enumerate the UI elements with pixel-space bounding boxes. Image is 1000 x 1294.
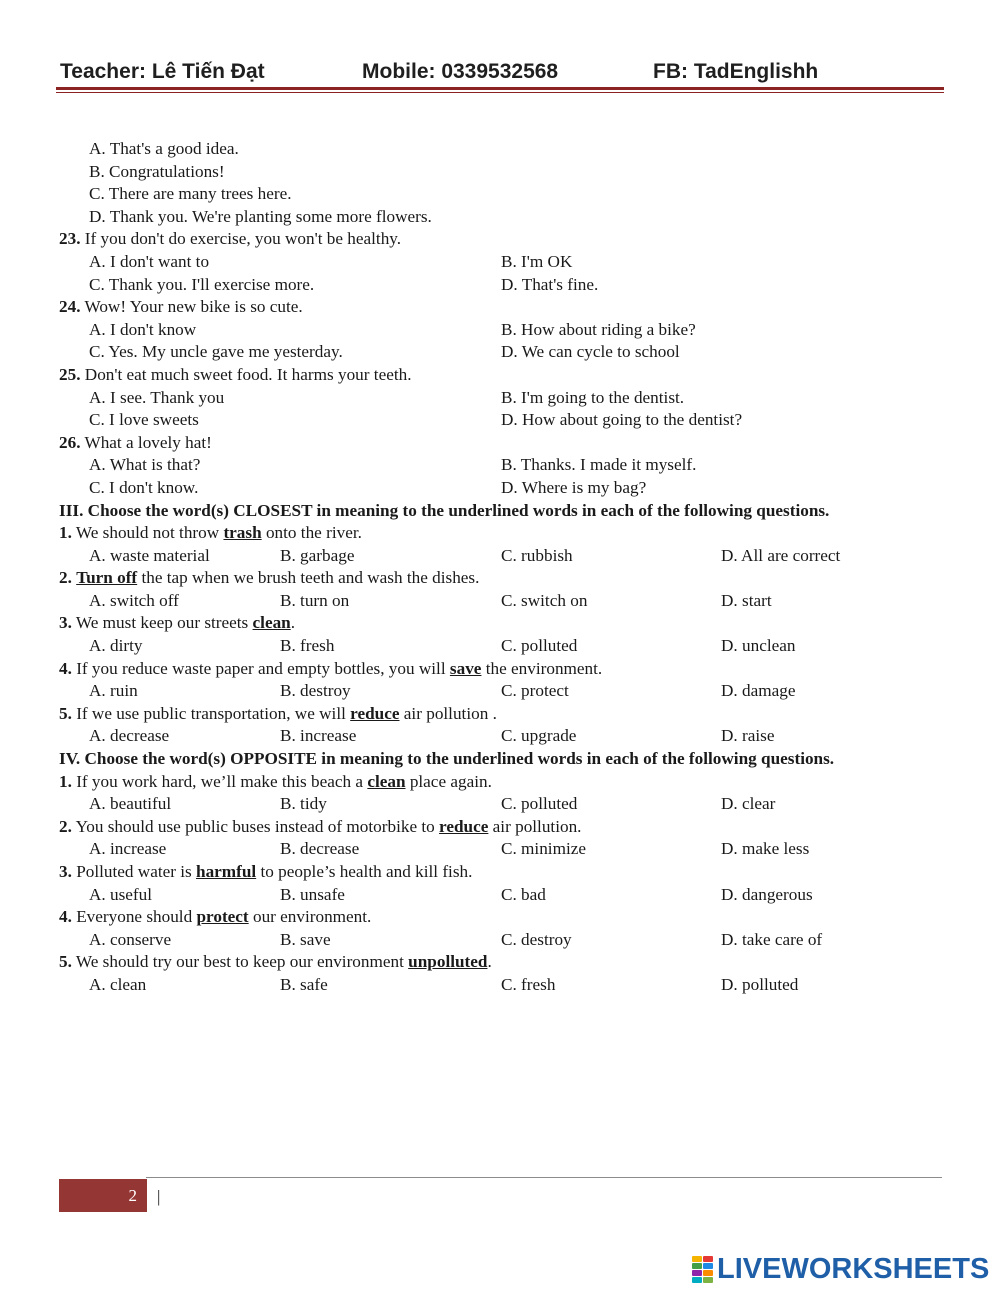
question-row bbox=[59, 906, 959, 929]
option-row bbox=[59, 590, 959, 613]
section-heading bbox=[59, 500, 959, 523]
question-text: If you don't do exercise, you won't be healthy. bbox=[84, 229, 402, 249]
option-d[interactable]: D. All are correct bbox=[721, 545, 841, 565]
question-number: 23. bbox=[59, 229, 81, 249]
question-text-before: We should not throw bbox=[75, 523, 224, 543]
question-text-after: . bbox=[290, 613, 296, 633]
option-c[interactable]: C. bad bbox=[501, 884, 546, 904]
question-row bbox=[59, 951, 959, 974]
underlined-keyword: clean bbox=[367, 771, 406, 791]
option-row bbox=[59, 274, 959, 297]
question-row bbox=[59, 432, 959, 455]
option-c[interactable]: C. polluted bbox=[501, 794, 578, 814]
option-d[interactable]: D. polluted bbox=[721, 974, 799, 994]
option-row bbox=[59, 138, 959, 161]
option-b[interactable]: B. fresh bbox=[280, 636, 335, 656]
page-separator: | bbox=[157, 1187, 161, 1206]
option-d[interactable]: D. Thank you. We're planting some more flowers. bbox=[89, 206, 432, 226]
option-row bbox=[59, 545, 959, 568]
liveworksheets-logo[interactable] bbox=[692, 1252, 989, 1286]
option-b[interactable]: B. decrease bbox=[280, 839, 360, 859]
question-row bbox=[59, 522, 959, 545]
question-number: 2. bbox=[59, 568, 72, 588]
question-text-before: Polluted water is bbox=[76, 862, 197, 881]
question-text-before: We must keep our streets bbox=[75, 613, 253, 633]
header-facebook: FB: TadEnglishh bbox=[653, 60, 819, 83]
option-row bbox=[59, 929, 959, 952]
option-c[interactable]: C. switch on bbox=[501, 590, 588, 610]
option-row bbox=[59, 635, 959, 658]
question-number: 2. bbox=[59, 816, 72, 836]
question-number: 26. bbox=[59, 432, 81, 452]
question-text-after: air pollution . bbox=[399, 703, 497, 723]
option-b[interactable]: B. Congratulations! bbox=[89, 161, 225, 181]
option-d[interactable]: D. make less bbox=[721, 839, 810, 859]
option-a[interactable]: A. useful bbox=[89, 884, 153, 904]
section-heading bbox=[59, 748, 959, 771]
option-row bbox=[59, 974, 959, 997]
option-b[interactable]: B. increase bbox=[280, 726, 357, 746]
option-c[interactable]: C. upgrade bbox=[501, 726, 577, 746]
option-c[interactable]: C. polluted bbox=[501, 636, 578, 656]
question-text-before: You should use public buses instead of motorbike to bbox=[75, 816, 440, 836]
question-text: Don't eat much sweet food. It harms your teeth. bbox=[84, 364, 412, 384]
underlined-keyword: protect bbox=[196, 907, 249, 927]
underlined-keyword: reduce bbox=[439, 816, 489, 836]
option-c[interactable]: C. rubbish bbox=[501, 545, 573, 565]
question-text: Wow! Your new bike is so cute. bbox=[84, 297, 303, 317]
option-c[interactable]: C. I don't know. bbox=[89, 477, 199, 497]
option-c[interactable]: C. destroy bbox=[501, 929, 572, 949]
question-number: 1. bbox=[59, 771, 72, 791]
option-b[interactable]: B. Thanks. I made it myself. bbox=[501, 455, 697, 475]
question-row bbox=[59, 228, 959, 251]
question-text-after: to people’s health and kill fish. bbox=[256, 862, 473, 881]
option-a[interactable]: A. decrease bbox=[89, 726, 170, 746]
underlined-keyword: harmful bbox=[196, 862, 257, 881]
option-a[interactable]: A. conserve bbox=[89, 929, 172, 949]
option-c[interactable]: C. protect bbox=[501, 681, 569, 701]
question-number: 1. bbox=[59, 523, 72, 543]
option-d[interactable]: D. raise bbox=[721, 726, 775, 746]
option-b[interactable]: B. I'm going to the dentist. bbox=[501, 387, 685, 407]
underlined-keyword: unpolluted bbox=[408, 952, 488, 972]
question-row bbox=[59, 861, 959, 884]
underlined-keyword: Turn off bbox=[76, 568, 138, 588]
option-a[interactable]: A. That's a good idea. bbox=[89, 139, 239, 158]
section-4-questions bbox=[59, 771, 959, 997]
option-c[interactable]: C. Yes. My uncle gave me yesterday. bbox=[89, 342, 343, 362]
option-row bbox=[59, 161, 959, 184]
section-4-title: IV. Choose the word(s) OPPOSITE in meaning to the underlined words in each of the following questions. bbox=[59, 749, 835, 769]
underlined-keyword: reduce bbox=[350, 703, 400, 723]
question-text-after: our environment. bbox=[248, 907, 372, 927]
question-text-before: Everyone should bbox=[76, 907, 197, 927]
footer-rule bbox=[146, 1177, 942, 1178]
option-d[interactable]: D. clear bbox=[721, 794, 776, 814]
question-text-before: We should try our best to keep our environment bbox=[75, 952, 409, 972]
option-row bbox=[59, 477, 959, 500]
question-text-after: onto the river. bbox=[261, 523, 362, 543]
question-number: 25. bbox=[59, 364, 81, 384]
question-row bbox=[59, 658, 959, 681]
question-text-after: the tap when we brush teeth and wash the dishes. bbox=[137, 568, 480, 588]
option-row bbox=[59, 251, 959, 274]
question-text: What a lovely hat! bbox=[84, 432, 212, 452]
option-row bbox=[59, 793, 959, 816]
question-number: 4. bbox=[59, 907, 72, 927]
option-row bbox=[59, 206, 959, 229]
option-c[interactable]: C. Thank you. I'll exercise more. bbox=[89, 274, 315, 294]
liveworksheets-logo-icon bbox=[692, 1256, 714, 1282]
option-row bbox=[59, 884, 959, 907]
question-row bbox=[59, 567, 959, 590]
option-row bbox=[59, 341, 959, 364]
option-b[interactable]: B. unsafe bbox=[280, 884, 345, 904]
option-b[interactable]: B. garbage bbox=[280, 545, 355, 565]
question-row bbox=[59, 816, 959, 839]
option-a[interactable]: A. beautiful bbox=[89, 794, 172, 814]
question-text-before: If you reduce waste paper and empty bottles, you will bbox=[76, 658, 450, 678]
option-c[interactable]: C. fresh bbox=[501, 974, 556, 994]
page-number: 2 bbox=[128, 1186, 137, 1205]
option-d[interactable]: D. dangerous bbox=[721, 884, 813, 904]
option-row bbox=[59, 387, 959, 410]
option-d[interactable]: D. How about going to the dentist? bbox=[501, 410, 743, 430]
question-number: 5. bbox=[59, 952, 72, 972]
option-b[interactable]: B. safe bbox=[280, 974, 328, 994]
question-row bbox=[59, 296, 959, 319]
header-teacher: Teacher: Lê Tiến Đạt bbox=[60, 60, 265, 83]
question-text-after: . bbox=[487, 952, 492, 972]
underlined-keyword: save bbox=[449, 658, 482, 678]
option-row bbox=[59, 319, 959, 342]
question-text-before: If you work hard, we’ll make this beach a bbox=[76, 771, 368, 791]
header-rule-thick bbox=[56, 87, 944, 90]
option-a[interactable]: A. I don't want to bbox=[89, 251, 210, 271]
header-rule-thin bbox=[56, 92, 944, 93]
option-row bbox=[59, 409, 959, 432]
question-row bbox=[59, 703, 959, 726]
question-row bbox=[59, 364, 959, 387]
question-row bbox=[59, 612, 959, 635]
option-d[interactable]: D. That's fine. bbox=[501, 274, 599, 294]
question-number: 4. bbox=[59, 658, 72, 678]
liveworksheets-logo-text: LIVEWORKSHEETS bbox=[717, 1253, 990, 1285]
option-row bbox=[59, 725, 959, 748]
option-b[interactable]: B. How about riding a bike? bbox=[501, 319, 696, 339]
option-a[interactable]: A. What is that? bbox=[89, 455, 201, 475]
option-row bbox=[59, 454, 959, 477]
option-d[interactable]: D. damage bbox=[721, 681, 796, 701]
worksheet-body bbox=[59, 138, 959, 997]
option-c[interactable]: C. There are many trees here. bbox=[89, 184, 292, 204]
option-b[interactable]: B. I'm OK bbox=[501, 251, 573, 271]
option-c[interactable]: C. minimize bbox=[501, 839, 586, 859]
option-d[interactable]: D. unclean bbox=[721, 636, 796, 656]
page-number-box bbox=[59, 1179, 147, 1212]
question-number: 3. bbox=[59, 862, 72, 881]
option-d[interactable]: D. start bbox=[721, 590, 772, 610]
option-a[interactable]: A. dirty bbox=[89, 636, 143, 656]
question-text-after: the environment. bbox=[481, 658, 603, 678]
option-a[interactable]: A. I don't know bbox=[89, 319, 197, 339]
option-a[interactable]: A. waste material bbox=[89, 545, 210, 565]
question-number: 24. bbox=[59, 297, 81, 317]
section-3-title: III. Choose the word(s) CLOSEST in meaning to the underlined words in each of the following questions. bbox=[59, 500, 830, 520]
option-row bbox=[59, 838, 959, 861]
option-c[interactable]: C. I love sweets bbox=[89, 410, 199, 430]
question-number: 3. bbox=[59, 613, 72, 633]
option-b[interactable]: B. save bbox=[280, 929, 331, 949]
option-a[interactable]: A. switch off bbox=[89, 590, 179, 610]
underlined-keyword: clean bbox=[252, 613, 291, 633]
option-b[interactable]: B. turn on bbox=[280, 590, 350, 610]
question-text-before: If we use public transportation, we will bbox=[76, 703, 351, 723]
option-b[interactable]: B. tidy bbox=[280, 794, 327, 814]
option-a[interactable]: A. increase bbox=[89, 839, 167, 859]
question-number: 5. bbox=[59, 703, 72, 723]
option-a[interactable]: A. I see. Thank you bbox=[89, 387, 225, 407]
option-row bbox=[59, 183, 959, 206]
option-a[interactable]: A. ruin bbox=[89, 681, 138, 701]
option-d[interactable]: D. We can cycle to school bbox=[501, 342, 680, 362]
option-d[interactable]: D. take care of bbox=[721, 929, 823, 949]
option-a[interactable]: A. clean bbox=[89, 974, 147, 994]
option-b[interactable]: B. destroy bbox=[280, 681, 351, 701]
section-3-questions bbox=[59, 522, 959, 748]
option-d[interactable]: D. Where is my bag? bbox=[501, 477, 647, 497]
question-text-after: place again. bbox=[405, 771, 492, 791]
option-row bbox=[59, 680, 959, 703]
underlined-keyword: trash bbox=[223, 523, 262, 543]
question-text-after: air pollution. bbox=[488, 816, 582, 836]
header-mobile: Mobile: 0339532568 bbox=[362, 60, 559, 83]
question-row bbox=[59, 771, 959, 794]
